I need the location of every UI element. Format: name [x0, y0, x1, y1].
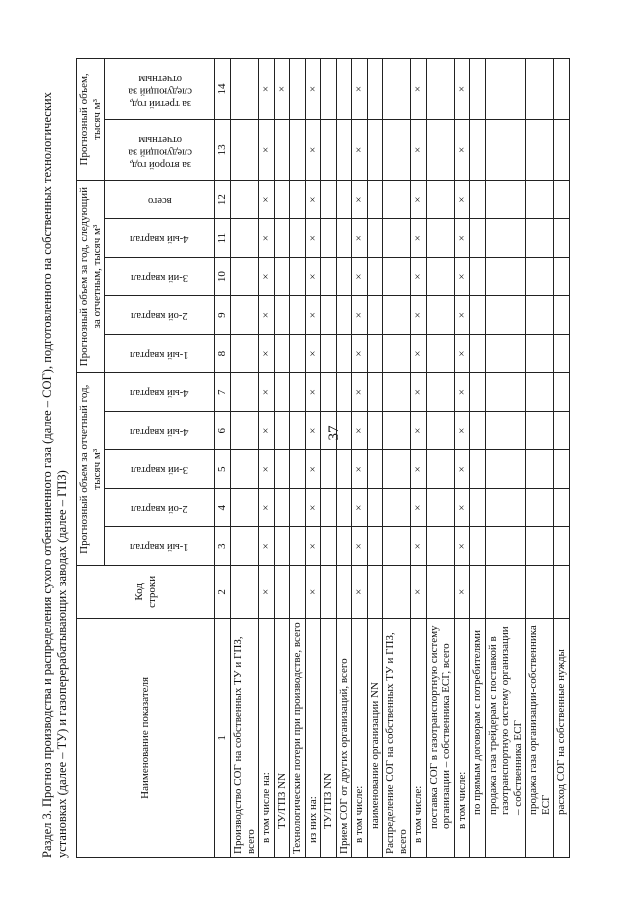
row-cell: × [352, 120, 368, 181]
row-cell [321, 296, 337, 335]
row-cell: × [352, 180, 368, 219]
table-row [305, 59, 321, 858]
column-number: 2 [215, 566, 231, 619]
row-cell [367, 450, 383, 489]
row-label: по прямым договорам с потребителями [470, 618, 486, 857]
row-cell [554, 411, 570, 450]
row-label: в том числе: [411, 618, 427, 857]
header-indicator: Наименование показателя [77, 618, 215, 857]
header-q4-next: 4-ый квартал [105, 219, 215, 258]
row-cell [470, 566, 486, 619]
column-number: 5 [215, 450, 231, 489]
row-cell: × [454, 334, 470, 373]
row-cell [470, 527, 486, 566]
row-cell [383, 334, 411, 373]
row-cell [426, 120, 454, 181]
row-cell [485, 180, 526, 219]
column-number: 6 [215, 411, 231, 450]
row-cell [321, 373, 337, 412]
row-cell: × [305, 296, 321, 335]
row-cell: × [259, 450, 275, 489]
column-number: 3 [215, 527, 231, 566]
row-cell [426, 527, 454, 566]
row-cell [485, 527, 526, 566]
row-cell: × [411, 59, 427, 120]
row-cell: × [352, 566, 368, 619]
row-cell [336, 450, 352, 489]
row-cell [426, 257, 454, 296]
row-cell: × [305, 120, 321, 181]
header-q3-report: 3-ий квартал [105, 450, 215, 489]
table-row [426, 59, 454, 858]
header-q3-next: 3-ий квартал [105, 257, 215, 296]
table-row [290, 59, 306, 858]
row-cell [290, 373, 306, 412]
column-number: 13 [215, 120, 231, 181]
row-cell [554, 334, 570, 373]
row-cell [231, 488, 259, 527]
row-cell [290, 450, 306, 489]
row-cell [554, 257, 570, 296]
row-cell: × [411, 219, 427, 258]
row-cell [426, 180, 454, 219]
row-cell [383, 120, 411, 181]
row-cell [485, 411, 526, 450]
row-cell [426, 296, 454, 335]
row-cell [367, 219, 383, 258]
page-number: 37 [326, 425, 342, 441]
row-cell [231, 219, 259, 258]
column-number: 9 [215, 296, 231, 335]
table-row [411, 59, 427, 858]
row-cell [290, 180, 306, 219]
row-cell [383, 59, 411, 120]
row-cell: × [259, 373, 275, 412]
row-cell: × [411, 488, 427, 527]
row-cell [231, 180, 259, 219]
table-row [352, 59, 368, 858]
column-number: 7 [215, 373, 231, 412]
row-cell [426, 334, 454, 373]
row-cell [336, 59, 352, 120]
row-cell [274, 180, 290, 219]
header-second-year: за второй год, следующий за отчетным [105, 120, 215, 181]
column-number: 14 [215, 59, 231, 120]
row-cell [383, 450, 411, 489]
row-cell: × [259, 180, 275, 219]
row-cell [554, 296, 570, 335]
table-row [321, 59, 337, 858]
column-number: 1 [215, 618, 231, 857]
row-cell [526, 566, 554, 619]
row-cell: × [454, 450, 470, 489]
row-cell [231, 373, 259, 412]
row-cell [526, 296, 554, 335]
row-cell [336, 120, 352, 181]
row-cell: × [454, 59, 470, 120]
row-cell: × [305, 488, 321, 527]
row-cell [470, 488, 486, 527]
table-row [485, 59, 526, 858]
row-label: Производство СОГ на собственных ТУ и ГПЗ, всего [231, 618, 259, 857]
row-cell [383, 257, 411, 296]
row-cell: × [352, 334, 368, 373]
row-cell [274, 527, 290, 566]
row-cell [321, 411, 337, 450]
row-cell: × [411, 527, 427, 566]
row-cell [290, 411, 306, 450]
header-q2-next: 2-ой квартал [105, 296, 215, 335]
row-cell [470, 373, 486, 412]
row-cell [485, 488, 526, 527]
table-row [274, 59, 290, 858]
row-cell [321, 257, 337, 296]
row-cell [367, 59, 383, 120]
header-q2-report: 2-ой квартал [105, 488, 215, 527]
table-row [367, 59, 383, 858]
row-cell [383, 180, 411, 219]
table-row [470, 59, 486, 858]
row-cell [231, 450, 259, 489]
row-cell [554, 120, 570, 181]
row-label: Технологические потери при производстве, всего [290, 618, 306, 857]
row-cell [383, 488, 411, 527]
row-cell [336, 373, 352, 412]
row-cell: × [454, 373, 470, 412]
row-cell [274, 219, 290, 258]
row-cell: × [305, 566, 321, 619]
row-cell: × [259, 527, 275, 566]
row-cell [485, 120, 526, 181]
row-cell: × [411, 120, 427, 181]
row-cell [231, 334, 259, 373]
row-cell [231, 527, 259, 566]
table-row [231, 59, 259, 858]
row-cell [231, 257, 259, 296]
header-next-year: Прогнозный объем за год, следующий за отчетным, тысяч м³ [77, 180, 105, 373]
row-cell [321, 59, 337, 120]
row-cell [383, 566, 411, 619]
row-cell [321, 334, 337, 373]
row-cell [274, 566, 290, 619]
row-cell [321, 180, 337, 219]
row-cell: × [411, 411, 427, 450]
row-cell [383, 373, 411, 412]
table-row [259, 59, 275, 858]
row-cell [426, 219, 454, 258]
row-cell [336, 411, 352, 450]
row-cell [426, 488, 454, 527]
row-cell [321, 450, 337, 489]
row-cell [367, 180, 383, 219]
row-label: в том числе на: [259, 618, 275, 857]
row-cell [383, 411, 411, 450]
header-q1-report: 1-ый квартал [105, 527, 215, 566]
row-cell: × [454, 219, 470, 258]
row-cell [290, 566, 306, 619]
row-cell [367, 488, 383, 527]
row-cell [426, 450, 454, 489]
row-cell [274, 411, 290, 450]
row-cell: × [259, 219, 275, 258]
row-cell [526, 59, 554, 120]
row-cell [367, 296, 383, 335]
row-cell [336, 527, 352, 566]
row-label: из них на: [305, 618, 321, 857]
row-cell: × [411, 450, 427, 489]
row-cell [231, 120, 259, 181]
row-cell [526, 180, 554, 219]
row-cell [367, 257, 383, 296]
row-cell [554, 527, 570, 566]
row-cell: × [352, 373, 368, 412]
row-cell [526, 334, 554, 373]
row-cell: × [411, 180, 427, 219]
row-cell [383, 527, 411, 566]
row-cell [274, 296, 290, 335]
row-cell [426, 411, 454, 450]
row-cell: × [305, 257, 321, 296]
row-cell [321, 219, 337, 258]
row-cell [554, 59, 570, 120]
row-cell [231, 296, 259, 335]
row-cell: × [305, 180, 321, 219]
row-cell [485, 450, 526, 489]
row-cell: × [454, 120, 470, 181]
row-cell [290, 296, 306, 335]
row-cell: × [352, 219, 368, 258]
row-cell [274, 373, 290, 412]
header-forecast: Прогнозный объем, тысяч м³ [77, 59, 105, 181]
row-cell: × [305, 59, 321, 120]
row-cell: × [411, 334, 427, 373]
column-number-row [215, 59, 231, 858]
row-cell [336, 219, 352, 258]
row-cell: × [305, 411, 321, 450]
row-cell [290, 488, 306, 527]
table-row [454, 59, 470, 858]
row-label: в том числе: [352, 618, 368, 857]
column-number: 11 [215, 219, 231, 258]
row-cell [367, 527, 383, 566]
row-cell [231, 566, 259, 619]
row-cell [290, 527, 306, 566]
row-cell [336, 488, 352, 527]
header-report-year: Прогнозный объем за отчетный год, тысяч м³ [77, 373, 105, 566]
row-cell: × [352, 59, 368, 120]
header-q4b-report: 4-ый квартал [105, 373, 215, 412]
row-cell [367, 334, 383, 373]
row-cell [554, 219, 570, 258]
row-cell: × [411, 566, 427, 619]
row-cell [526, 411, 554, 450]
row-cell: × [305, 527, 321, 566]
row-cell [485, 334, 526, 373]
header-total-next: всего [105, 180, 215, 219]
row-cell [485, 296, 526, 335]
row-cell: × [411, 373, 427, 412]
row-cell [554, 373, 570, 412]
row-cell [290, 59, 306, 120]
row-label: расход СОГ на собственные нужды [554, 618, 570, 857]
row-cell: × [259, 257, 275, 296]
row-cell: × [454, 257, 470, 296]
column-number: 8 [215, 334, 231, 373]
row-cell [274, 450, 290, 489]
header-q1-next: 1-ый квартал [105, 334, 215, 373]
row-cell: × [411, 257, 427, 296]
row-cell [383, 219, 411, 258]
row-cell [470, 120, 486, 181]
header-q4-report: 4-ый квартал [105, 411, 215, 450]
row-cell [526, 488, 554, 527]
section-title: Раздел 3. Прогноз производства и распределения сухого отбензиненного газа (далее – СОГ), подготовленного на собственных технологических установках (далее – ТУ) и газоперерабатывающих заводах (далее – ГПЗ) [40, 92, 69, 858]
row-cell [470, 450, 486, 489]
row-label: Распределение СОГ на собственных ТУ и ГПЗ, всего [383, 618, 411, 857]
row-cell: × [352, 450, 368, 489]
row-cell: × [259, 120, 275, 181]
row-cell [526, 257, 554, 296]
table-body [231, 59, 570, 858]
row-label: продажа газа трейдерам с поставкой в газотранспортную систему организации – собственника ЕСГ [485, 618, 526, 857]
row-cell: × [259, 296, 275, 335]
row-cell [290, 334, 306, 373]
row-cell: × [454, 296, 470, 335]
row-label: наименование организации NN [367, 618, 383, 857]
row-cell [290, 120, 306, 181]
header-third-year: за третий год, следующий за отчетным [105, 59, 215, 120]
row-cell [554, 180, 570, 219]
row-cell [274, 334, 290, 373]
row-cell [336, 296, 352, 335]
table-row [554, 59, 570, 858]
row-cell: × [454, 488, 470, 527]
row-cell: × [259, 411, 275, 450]
row-cell [526, 219, 554, 258]
row-cell [336, 180, 352, 219]
row-label: ТУ/ГПЗ NN [274, 618, 290, 857]
row-cell [426, 373, 454, 412]
row-cell [485, 566, 526, 619]
row-cell: × [352, 411, 368, 450]
row-cell: × [259, 566, 275, 619]
row-cell: × [352, 488, 368, 527]
row-cell [470, 180, 486, 219]
row-cell [321, 120, 337, 181]
table-row [526, 59, 554, 858]
row-cell [470, 257, 486, 296]
row-cell [554, 450, 570, 489]
row-label: ТУ/ГПЗ NN [321, 618, 337, 857]
row-cell [321, 527, 337, 566]
row-cell: × [259, 334, 275, 373]
row-cell: × [305, 219, 321, 258]
row-cell [336, 257, 352, 296]
row-cell: × [454, 566, 470, 619]
row-label: продажа газа организации-собственника ЕСГ [526, 618, 554, 857]
rotated-page-content [40, 32, 600, 872]
row-cell: × [305, 373, 321, 412]
row-cell [231, 411, 259, 450]
row-cell: × [259, 59, 275, 120]
row-cell [274, 120, 290, 181]
row-cell [485, 59, 526, 120]
row-cell [526, 120, 554, 181]
row-cell [426, 566, 454, 619]
forecast-table [76, 58, 570, 858]
row-cell [367, 566, 383, 619]
row-cell [470, 219, 486, 258]
row-cell [274, 488, 290, 527]
row-cell [470, 296, 486, 335]
row-cell [274, 257, 290, 296]
row-label: Прием СОГ от других организаций, всего [336, 618, 352, 857]
row-cell [485, 219, 526, 258]
row-cell [485, 257, 526, 296]
row-cell: × [305, 450, 321, 489]
row-label: поставка СОГ в газотранспортную систему организации – собственника ЕСГ, всего [426, 618, 454, 857]
row-cell [321, 488, 337, 527]
row-cell [554, 566, 570, 619]
column-number: 12 [215, 180, 231, 219]
row-cell: × [454, 180, 470, 219]
row-cell [470, 411, 486, 450]
row-cell [231, 59, 259, 120]
row-cell [485, 373, 526, 412]
row-cell [336, 566, 352, 619]
row-cell [290, 219, 306, 258]
row-cell: × [454, 411, 470, 450]
row-cell: × [259, 488, 275, 527]
row-cell [526, 527, 554, 566]
row-cell: × [274, 59, 290, 120]
row-label: в том числе: [454, 618, 470, 857]
row-cell [336, 334, 352, 373]
row-cell [367, 411, 383, 450]
row-cell [367, 373, 383, 412]
row-cell [470, 334, 486, 373]
row-cell [383, 296, 411, 335]
table-row [336, 59, 352, 858]
row-cell: × [352, 296, 368, 335]
row-cell: × [411, 296, 427, 335]
row-cell [367, 120, 383, 181]
column-number: 4 [215, 488, 231, 527]
column-number: 10 [215, 257, 231, 296]
row-cell [470, 59, 486, 120]
row-cell [526, 373, 554, 412]
row-cell [290, 257, 306, 296]
row-cell [321, 566, 337, 619]
row-cell [526, 450, 554, 489]
row-cell [426, 59, 454, 120]
row-cell: × [305, 334, 321, 373]
row-cell [554, 488, 570, 527]
row-cell: × [352, 257, 368, 296]
row-cell: × [454, 527, 470, 566]
header-row-code: Код строки [77, 566, 215, 619]
table-row [383, 59, 411, 858]
row-cell: × [352, 527, 368, 566]
